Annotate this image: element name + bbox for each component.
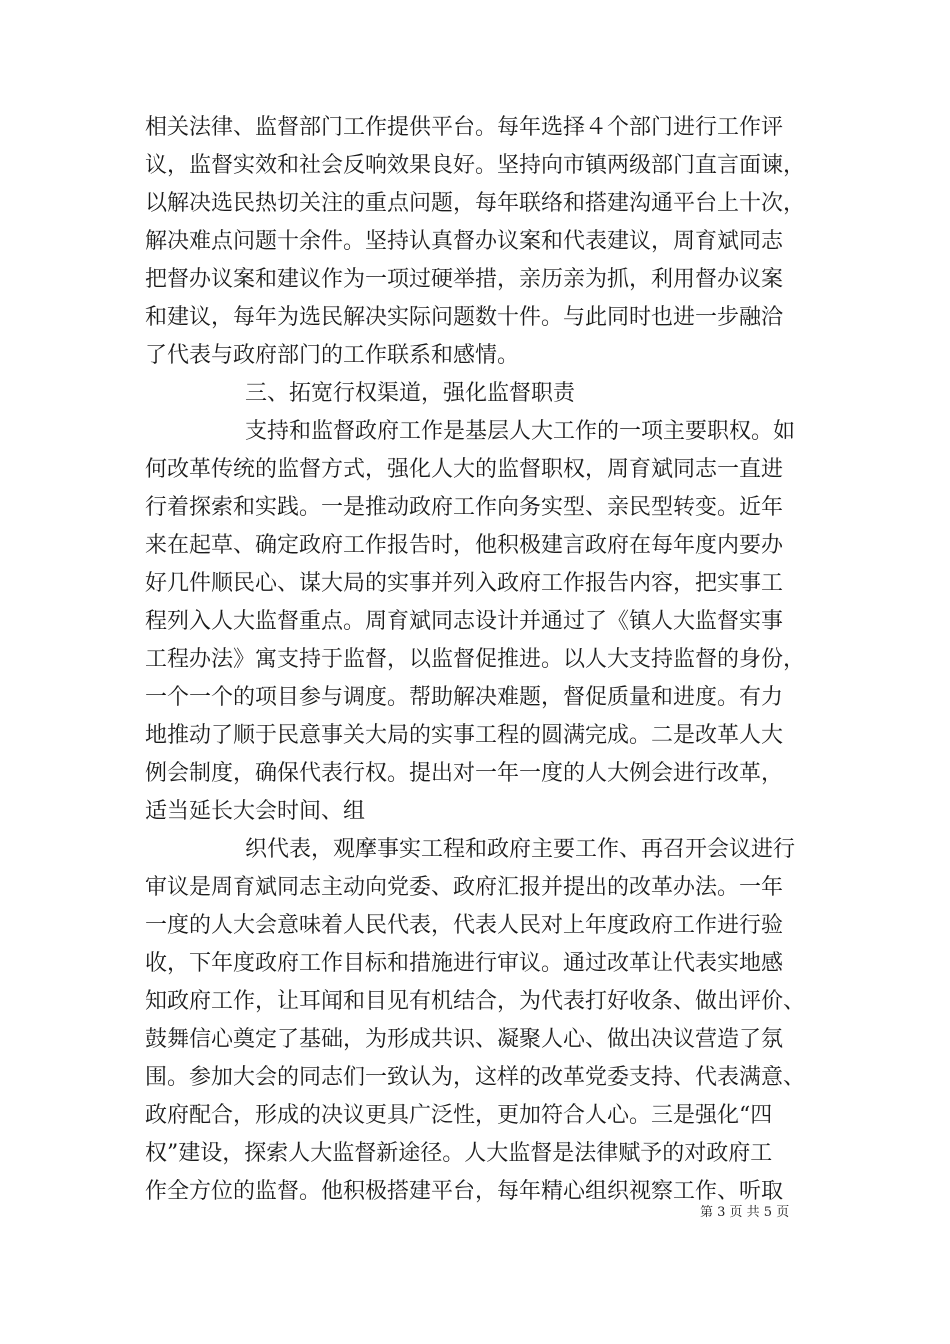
text-line: 适当延长大会时间、组: [145, 799, 366, 824]
text-line: 了代表与政府部门的工作联系和感情。: [145, 343, 520, 368]
text-line: 政府配合，形成的决议更具广泛性，更加符合人心。三是强化“四: [145, 1103, 773, 1128]
text-line: 议，监督实效和社会反响效果良好。坚持向市镇两级部门直言面谏，: [145, 153, 806, 178]
text-line: 和建议，每年为选民解决实际问题数十件。与此同时也进一步融洽: [145, 305, 784, 330]
section-heading: 三、拓宽行权渠道，强化监督职责: [245, 381, 576, 406]
text-line: 例会制度，确保代表行权。提出对一年一度的人大例会进行改革，: [145, 761, 784, 786]
text-line: 相关法律、监督部门工作提供平台。每年选择４个部门进行工作评: [145, 115, 784, 140]
text-line: 解决难点问题十余件。坚持认真督办议案和代表建议，周育斌同志: [145, 229, 784, 254]
page-number: 第 3 页 共 5 页: [700, 1205, 790, 1220]
text-line: 支持和监督政府工作是基层人大工作的一项主要职权。如: [245, 419, 796, 444]
text-line: 收，下年度政府工作目标和措施进行审议。通过改革让代表实地感: [145, 951, 784, 976]
text-line: 一个一个的项目参与调度。帮助解决难题，督促质量和进度。有力: [145, 685, 784, 710]
text-line: 好几件顺民心、谋大局的实事并列入政府工作报告内容，把实事工: [145, 571, 784, 596]
text-line: 以解决选民热切关注的重点问题，每年联络和搭建沟通平台上十次，: [145, 191, 806, 216]
text-line: 行着探索和实践。一是推动政府工作向务实型、亲民型转变。近年: [145, 495, 784, 520]
text-line: 工程办法》寓支持于监督，以监督促推进。以人大支持监督的身份，: [145, 647, 806, 672]
text-line: 作全方位的监督。他积极搭建平台，每年精心组织视察工作、听取: [145, 1179, 784, 1204]
text-line: 一度的人大会意味着人民代表，代表人民对上年度政府工作进行验: [145, 913, 784, 938]
text-line: 织代表，观摩事实工程和政府主要工作、再召开会议进行: [245, 837, 796, 862]
text-line: 地推动了顺于民意事关大局的实事工程的圆满完成。二是改革人大: [145, 723, 784, 748]
text-line: 知政府工作，让耳闻和目见有机结合，为代表打好收条、做出评价、: [145, 989, 806, 1014]
text-line: 来在起草、确定政府工作报告时，他积极建言政府在每年度内要办: [145, 533, 784, 558]
text-line: 鼓舞信心奠定了基础，为形成共识、凝聚人心、做出决议营造了氛: [145, 1027, 784, 1052]
text-line: 围。参加大会的同志们一致认为，这样的改革党委支持、代表满意、: [145, 1065, 806, 1090]
text-line: 把督办议案和建议作为一项过硬举措，亲历亲为抓，利用督办议案: [145, 267, 784, 292]
text-line: 何改革传统的监督方式，强化人大的监督职权，周育斌同志一直进: [145, 457, 784, 482]
text-line: 程列入人大监督重点。周育斌同志设计并通过了《镇人大监督实事: [145, 609, 784, 634]
text-line: 权”建设，探索人大监督新途径。人大监督是法律赋予的对政府工: [145, 1141, 773, 1166]
text-line: 审议是周育斌同志主动向党委、政府汇报并提出的改革办法。一年: [145, 875, 784, 900]
